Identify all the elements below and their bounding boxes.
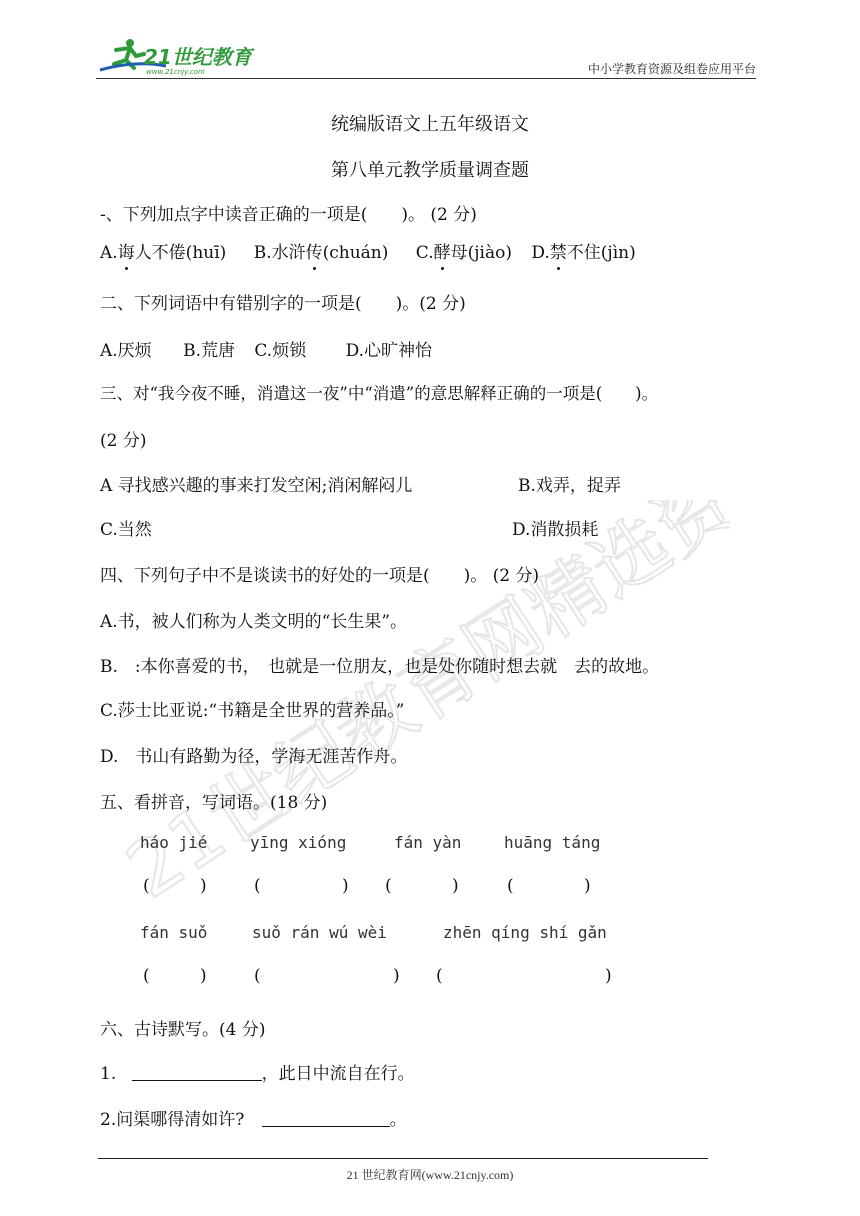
option-c: C.酵母(jiào) — [416, 243, 512, 263]
site-slogan: 中小学教育资源及组卷应用平台 — [587, 62, 756, 76]
option-b: B.荒唐 — [183, 341, 235, 361]
option-a: A.诲人不倦(huī) — [100, 243, 226, 263]
answer-paren-open: ( — [507, 876, 514, 896]
pinyin-7: zhēn qíng shí gǎn — [443, 923, 607, 942]
pinyin-2: yīng xióng — [250, 833, 347, 852]
answer-paren-close: ) — [200, 876, 207, 896]
pinyin-4: huāng táng — [504, 833, 601, 852]
question-5-stem: 五、看拼音，写词语。(18 分) — [100, 793, 328, 813]
answer-paren-open: ( — [143, 876, 150, 896]
logo-url: www.21cnjy.com — [146, 68, 205, 76]
question-4-option-c: C.莎士比亚说:“书籍是全世界的营养品。” — [100, 701, 405, 721]
header-divider — [96, 78, 756, 79]
footer-divider — [98, 1158, 708, 1159]
option-d: D.心旷神怡 — [345, 341, 433, 361]
pinyin-6: suǒ rán wú wèi — [252, 923, 387, 942]
question-3-score: (2 分) — [100, 431, 147, 451]
question-2-stem: 二、下列词语中有错别字的一项是( )。(2 分) — [100, 294, 466, 314]
answer-paren-close: ) — [200, 966, 207, 986]
question-3-option-d: D.消散损耗 — [512, 520, 599, 540]
pinyin-1: háo jié — [140, 833, 208, 852]
doc-title: 统编版语文上五年级语文 — [331, 114, 529, 135]
site-logo — [96, 36, 261, 78]
question-3-option-b: B.戏弄，捉弄 — [518, 476, 621, 496]
answer-paren-open: ( — [254, 966, 261, 986]
question-6-stem: 六、古诗默写。(4 分) — [100, 1020, 266, 1040]
poem-line-1: 1. ，此日中流自在行。 — [100, 1064, 415, 1084]
answer-paren-close: ) — [584, 876, 591, 896]
answer-paren-open: ( — [254, 876, 261, 896]
svg-text:21世纪教育网精选资料: 21世纪教育网精选资料 — [111, 500, 730, 916]
answer-paren-open: ( — [143, 966, 150, 986]
fill-in-blank[interactable] — [132, 1064, 262, 1081]
answer-paren-close: ) — [342, 876, 349, 896]
answer-paren-open: ( — [385, 876, 392, 896]
question-1-options — [100, 238, 636, 263]
question-3-option-c: C.当然 — [100, 520, 152, 540]
answer-paren-close: ) — [393, 966, 400, 986]
pinyin-3: fán yàn — [394, 833, 462, 852]
footer-text: 21 世纪教育网(www.21cnjy.com) — [346, 1168, 514, 1182]
option-c: C.烦锁 — [254, 341, 307, 361]
pinyin-5: fán suǒ — [140, 923, 208, 942]
question-1-stem: -、下列加点字中读音正确的一项是( )。 (2 分) — [100, 205, 477, 225]
fill-in-blank[interactable] — [262, 1110, 390, 1127]
logo-text: 21世纪教育 — [144, 45, 252, 69]
question-3-stem: 三、对“我今夜不睡，消遣这一夜”中“消遣”的意思解释正确的一项是( )。 — [100, 384, 659, 403]
question-2-options — [100, 336, 432, 361]
answer-paren-close: ) — [605, 966, 612, 986]
option-b: B.水浒传(chuán) — [254, 243, 389, 263]
question-4-option-a: A.书，被人们称为人类文明的“长生果”。 — [100, 612, 408, 632]
question-4-option-d: D. 书山有路勤为径，学海无涯苦作舟。 — [100, 747, 408, 767]
answer-paren-open: ( — [436, 966, 443, 986]
question-4-stem: 四、下列句子中不是谈读书的好处的一项是( )。 (2 分) — [100, 566, 540, 586]
option-a: A.厌烦 — [100, 341, 152, 361]
question-3-option-a: A 寻找感兴趣的事来打发空闲;消闲解闷儿 — [100, 476, 413, 496]
option-d: D.禁不住(jìn) — [531, 243, 635, 263]
question-4-option-b: B. :本你喜爱的书， 也就是一位朋友，也是处你随时想去就 去的故地。 — [100, 657, 660, 677]
doc-subtitle: 第八单元教学质量调查题 — [331, 160, 529, 181]
poem-line-2: 2.问渠哪得清如许? 。 — [100, 1110, 407, 1130]
answer-paren-close: ) — [452, 876, 459, 896]
